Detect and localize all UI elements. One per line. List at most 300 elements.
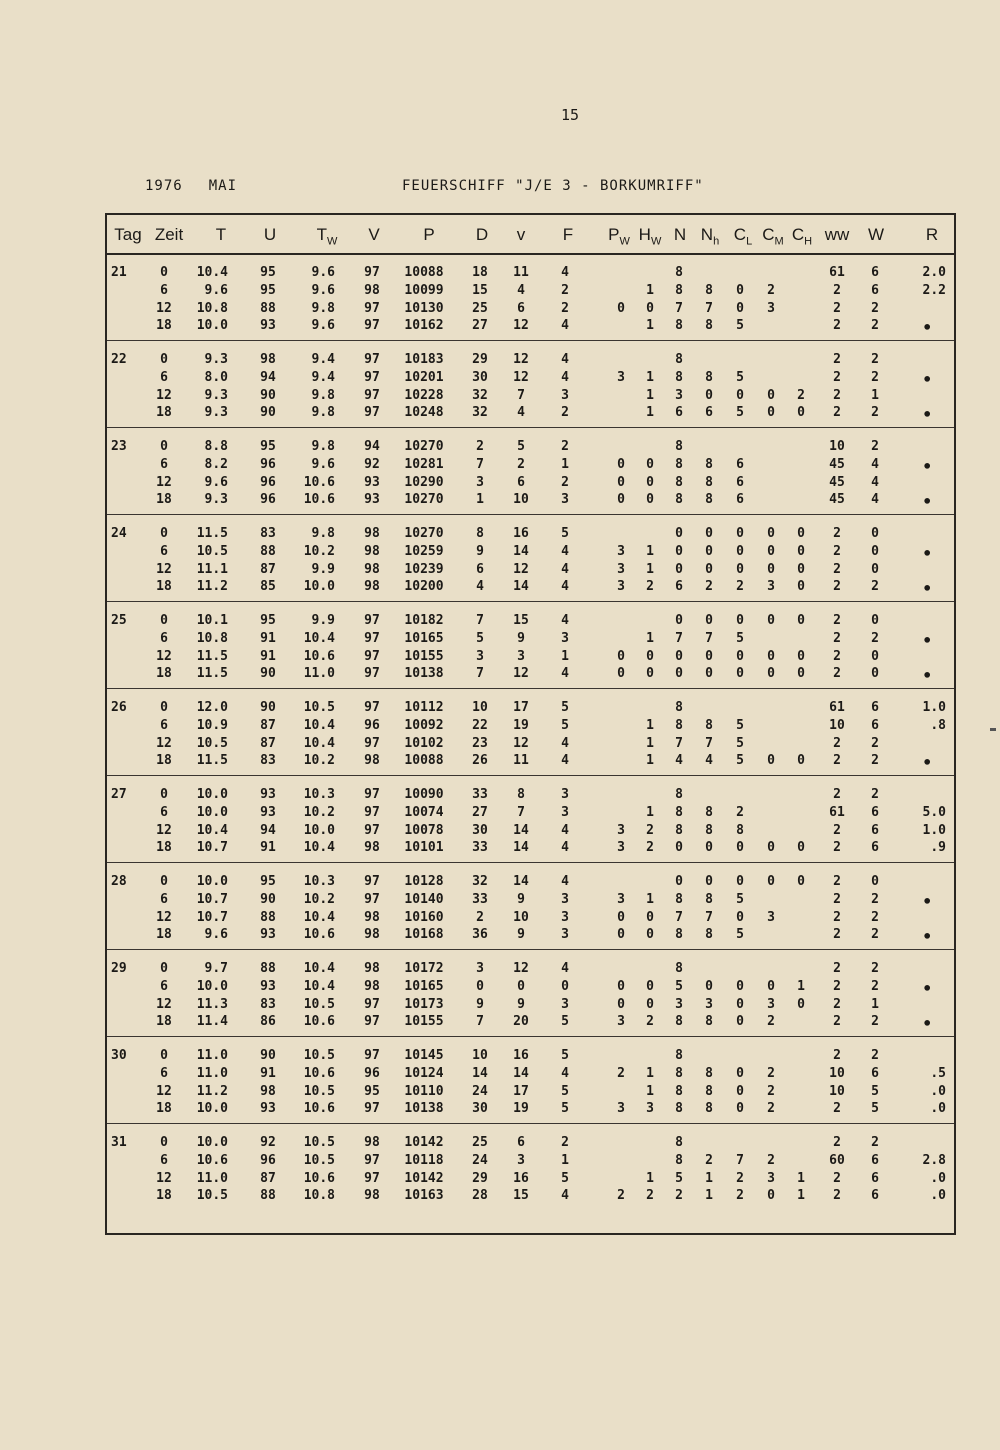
cell-ww: 60 — [829, 1152, 845, 1168]
cell-zeit: 6 — [160, 804, 168, 820]
cell-d: 14 — [472, 1065, 488, 1081]
cell-p: 10138 — [404, 666, 444, 682]
cell-ww: 2 — [833, 1014, 841, 1030]
cell-w: 2 — [871, 630, 879, 646]
cell-tw: 9.4 — [311, 352, 335, 367]
cell-w: 6 — [871, 700, 879, 715]
cell-n: 8 — [675, 318, 683, 334]
cell-ch: 0 — [797, 996, 805, 1012]
cell-cl: 0 — [736, 874, 744, 889]
cell-u: 88 — [260, 1188, 276, 1204]
column-header-nh — [701, 225, 719, 247]
cell-w: 2 — [871, 787, 879, 802]
cell-w: 2 — [871, 978, 879, 994]
cell-f: 2 — [561, 474, 569, 490]
cell-zeit: 18 — [156, 1014, 172, 1030]
column-header-label: v — [516, 225, 526, 244]
cell-d: 25 — [472, 1135, 488, 1150]
cell-w: 2 — [871, 579, 879, 595]
cell-w: 2 — [871, 927, 879, 943]
cell-r: • — [922, 891, 932, 911]
column-header-subscript: W — [327, 235, 338, 248]
cell-v: 4 — [517, 282, 525, 298]
column-header-label: T — [215, 225, 227, 244]
day-tag: 25 — [111, 613, 127, 628]
cell-u: 92 — [260, 1135, 276, 1150]
cell-ww: 2 — [833, 909, 841, 925]
cell-f: 4 — [561, 318, 569, 334]
cell-f: 3 — [561, 492, 569, 508]
cell-r: • — [922, 927, 932, 947]
cell-t: 10.5 — [196, 543, 228, 559]
cell-r: .9 — [930, 840, 946, 856]
cell-d: 33 — [472, 840, 488, 856]
cell-n: 0 — [675, 648, 683, 664]
cell-tw: 9.8 — [311, 526, 335, 541]
cell-ww: 2 — [833, 666, 841, 682]
cell-hw: 1 — [646, 387, 654, 403]
cell-hw: 3 — [646, 1101, 654, 1117]
cell-ww: 10 — [829, 717, 845, 733]
cell-t: 10.1 — [196, 613, 228, 628]
cell-zeit: 12 — [156, 387, 172, 403]
cell-vis: 98 — [364, 526, 380, 541]
column-header-cm — [762, 225, 783, 247]
cell-u: 88 — [260, 909, 276, 925]
cell-cl: 0 — [736, 300, 744, 316]
cell-zeit: 18 — [156, 666, 172, 682]
cell-r: .0 — [930, 1188, 946, 1204]
cell-tw: 9.8 — [311, 439, 335, 454]
header-month: MAI — [208, 178, 238, 194]
cell-hw: 2 — [646, 822, 654, 838]
cell-nh: 2 — [705, 579, 713, 595]
cell-n: 5 — [675, 1170, 683, 1186]
cell-cl: 5 — [736, 405, 744, 421]
cell-p: 10090 — [404, 787, 444, 802]
cell-p: 10101 — [404, 840, 444, 856]
cell-cl: 6 — [736, 492, 744, 508]
cell-f: 4 — [561, 666, 569, 682]
cell-ww: 2 — [833, 891, 841, 907]
cell-cm: 0 — [767, 1188, 775, 1204]
cell-t: 10.7 — [196, 909, 228, 925]
cell-hw: 2 — [646, 579, 654, 595]
column-header-p — [423, 225, 434, 245]
cell-d: 24 — [472, 1083, 488, 1099]
cell-r: .0 — [930, 1101, 946, 1117]
cell-nh: 6 — [705, 405, 713, 421]
cell-zeit: 18 — [156, 405, 172, 421]
table-row — [107, 370, 954, 388]
cell-zeit: 0 — [160, 352, 168, 367]
cell-cm: 3 — [767, 300, 775, 316]
column-header-subscript: H — [804, 235, 813, 248]
table-row — [107, 805, 954, 823]
cell-w: 2 — [871, 891, 879, 907]
cell-cm: 0 — [767, 874, 775, 889]
cell-f: 4 — [561, 1188, 569, 1204]
cell-vis: 97 — [364, 1152, 380, 1168]
cell-ww: 61 — [829, 804, 845, 820]
cell-f: 4 — [561, 840, 569, 856]
table-row — [107, 318, 954, 336]
cell-v: 12 — [513, 561, 529, 577]
cell-f: 1 — [561, 648, 569, 664]
cell-hw: 1 — [646, 1170, 654, 1186]
cell-zeit: 0 — [160, 1135, 168, 1150]
column-header-label: N — [673, 225, 687, 244]
cell-u: 95 — [260, 282, 276, 298]
cell-ch: 0 — [797, 579, 805, 595]
cell-d: 29 — [472, 1170, 488, 1186]
cell-d: 8 — [476, 526, 484, 541]
cell-pw: 3 — [617, 1101, 625, 1117]
cell-pw: 0 — [617, 666, 625, 682]
cell-u: 94 — [260, 822, 276, 838]
cell-d: 7 — [476, 456, 484, 472]
cell-v: 19 — [513, 717, 529, 733]
cell-n: 7 — [675, 909, 683, 925]
column-header-label: ww — [824, 225, 850, 244]
column-header-label: P — [423, 225, 435, 244]
cell-f: 5 — [561, 1083, 569, 1099]
table-row — [107, 1084, 954, 1102]
day-tag: 23 — [111, 439, 127, 454]
cell-zeit: 12 — [156, 561, 172, 577]
cell-zeit: 18 — [156, 840, 172, 856]
cell-tw: 10.8 — [303, 1188, 335, 1204]
table-row — [107, 265, 954, 283]
cell-r: • — [922, 1014, 932, 1034]
cell-d: 15 — [472, 282, 488, 298]
cell-cl: 8 — [736, 822, 744, 838]
cell-hw: 1 — [646, 405, 654, 421]
cell-w: 2 — [871, 300, 879, 316]
cell-p: 10092 — [404, 717, 444, 733]
cell-vis: 98 — [364, 927, 380, 943]
cell-d: 36 — [472, 927, 488, 943]
cell-n: 7 — [675, 300, 683, 316]
cell-d: 32 — [472, 387, 488, 403]
cell-u: 95 — [260, 874, 276, 889]
column-header-label: Zeit — [154, 225, 184, 244]
day-block — [107, 1123, 954, 1210]
cell-tw: 9.6 — [311, 456, 335, 472]
cell-nh: 0 — [705, 840, 713, 856]
column-header-label: C — [762, 225, 775, 244]
data-table — [105, 213, 956, 1235]
cell-u: 90 — [260, 405, 276, 421]
cell-cl: 0 — [736, 387, 744, 403]
cell-w: 4 — [871, 492, 879, 508]
cell-w: 6 — [871, 1152, 879, 1168]
column-header-label: V — [368, 225, 380, 244]
column-header-subscript: M — [774, 235, 784, 248]
table-row — [107, 910, 954, 928]
cell-hw: 0 — [646, 927, 654, 943]
cell-p: 10118 — [404, 1152, 444, 1168]
cell-w: 6 — [871, 840, 879, 856]
cell-w: 2 — [871, 961, 879, 976]
cell-d: 2 — [476, 909, 484, 925]
cell-w: 2 — [871, 439, 879, 454]
cell-r: 2.0 — [922, 265, 946, 280]
margin-mark — [990, 728, 996, 731]
cell-hw: 0 — [646, 492, 654, 508]
cell-t: 11.0 — [196, 1048, 228, 1063]
cell-v: 11 — [513, 265, 529, 280]
cell-n: 8 — [675, 1065, 683, 1081]
cell-d: 25 — [472, 300, 488, 316]
cell-ww: 2 — [833, 648, 841, 664]
cell-f: 4 — [561, 579, 569, 595]
cell-t: 10.0 — [196, 787, 228, 802]
cell-pw: 0 — [617, 978, 625, 994]
cell-f: 4 — [561, 735, 569, 751]
cell-tw: 10.6 — [303, 1170, 335, 1186]
table-row — [107, 492, 954, 510]
cell-vis: 98 — [364, 753, 380, 769]
table-row — [107, 526, 954, 544]
cell-n: 8 — [675, 700, 683, 715]
cell-cl: 0 — [736, 1014, 744, 1030]
cell-zeit: 12 — [156, 1083, 172, 1099]
column-header-subscript: L — [746, 235, 753, 248]
cell-t: 8.8 — [204, 439, 228, 454]
cell-f: 4 — [561, 613, 569, 628]
cell-v: 6 — [517, 300, 525, 316]
cell-cl: 2 — [736, 804, 744, 820]
cell-ww: 2 — [833, 561, 841, 577]
cell-ww: 10 — [829, 1083, 845, 1099]
cell-d: 3 — [476, 474, 484, 490]
cell-v: 16 — [513, 526, 529, 541]
cell-r: 5.0 — [922, 804, 946, 820]
cell-vis: 98 — [364, 1188, 380, 1204]
column-header-w — [868, 225, 884, 245]
table-row — [107, 579, 954, 597]
table-row — [107, 283, 954, 301]
table-row — [107, 562, 954, 580]
cell-d: 26 — [472, 753, 488, 769]
cell-cl: 0 — [736, 282, 744, 298]
cell-d: 3 — [476, 648, 484, 664]
cell-t: 11.1 — [196, 561, 228, 577]
cell-d: 30 — [472, 822, 488, 838]
cell-zeit: 18 — [156, 579, 172, 595]
cell-vis: 97 — [364, 1101, 380, 1117]
cell-nh: 0 — [705, 561, 713, 577]
cell-cl: 5 — [736, 369, 744, 385]
cell-ww: 2 — [833, 526, 841, 541]
cell-ww: 45 — [829, 492, 845, 508]
table-row — [107, 736, 954, 754]
column-header-ch — [792, 225, 812, 247]
cell-cm: 2 — [767, 282, 775, 298]
cell-nh: 8 — [705, 1065, 713, 1081]
cell-v: 6 — [517, 474, 525, 490]
column-header-t — [216, 225, 226, 245]
cell-vis: 98 — [364, 961, 380, 976]
cell-vis: 97 — [364, 891, 380, 907]
cell-v: 7 — [517, 387, 525, 403]
column-header-label: N — [700, 225, 714, 244]
cell-d: 18 — [472, 265, 488, 280]
cell-r: 1.0 — [922, 822, 946, 838]
cell-t: 9.3 — [204, 352, 228, 367]
cell-vis: 92 — [364, 456, 380, 472]
column-header-d — [476, 225, 488, 245]
cell-vis: 98 — [364, 978, 380, 994]
cell-nh: 8 — [705, 492, 713, 508]
cell-d: 9 — [476, 543, 484, 559]
cell-t: 11.5 — [196, 526, 228, 541]
cell-t: 11.4 — [196, 1014, 228, 1030]
cell-cl: 5 — [736, 735, 744, 751]
cell-p: 10165 — [404, 978, 444, 994]
cell-zeit: 6 — [160, 369, 168, 385]
cell-f: 4 — [561, 265, 569, 280]
cell-p: 10110 — [404, 1083, 444, 1099]
cell-d: 23 — [472, 735, 488, 751]
cell-cm: 0 — [767, 753, 775, 769]
cell-f: 4 — [561, 1065, 569, 1081]
cell-r: 2.8 — [922, 1152, 946, 1168]
table-row — [107, 840, 954, 858]
cell-t: 9.7 — [204, 961, 228, 976]
cell-d: 6 — [476, 561, 484, 577]
cell-w: 0 — [871, 613, 879, 628]
cell-r: .8 — [930, 717, 946, 733]
cell-tw: 10.2 — [303, 891, 335, 907]
cell-u: 85 — [260, 579, 276, 595]
cell-r: • — [922, 543, 932, 563]
cell-vis: 95 — [364, 1083, 380, 1099]
cell-ch: 1 — [797, 1170, 805, 1186]
cell-ch: 0 — [797, 405, 805, 421]
cell-p: 10270 — [404, 439, 444, 454]
cell-cm: 0 — [767, 840, 775, 856]
cell-p: 10172 — [404, 961, 444, 976]
table-row — [107, 1101, 954, 1119]
cell-pw: 0 — [617, 492, 625, 508]
cell-t: 11.3 — [196, 996, 228, 1012]
cell-v: 9 — [517, 891, 525, 907]
cell-v: 9 — [517, 630, 525, 646]
cell-zeit: 6 — [160, 717, 168, 733]
column-header-tag — [114, 225, 141, 245]
cell-n: 8 — [675, 282, 683, 298]
cell-u: 87 — [260, 717, 276, 733]
cell-p: 10155 — [404, 1014, 444, 1030]
cell-f: 5 — [561, 1101, 569, 1117]
cell-hw: 0 — [646, 666, 654, 682]
cell-t: 9.6 — [204, 927, 228, 943]
cell-d: 4 — [476, 579, 484, 595]
cell-u: 93 — [260, 804, 276, 820]
cell-nh: 0 — [705, 666, 713, 682]
cell-w: 2 — [871, 318, 879, 334]
cell-v: 16 — [513, 1170, 529, 1186]
table-row — [107, 997, 954, 1015]
cell-ch: 0 — [797, 874, 805, 889]
cell-p: 10142 — [404, 1170, 444, 1186]
cell-cm: 0 — [767, 543, 775, 559]
cell-n: 4 — [675, 753, 683, 769]
cell-d: 32 — [472, 405, 488, 421]
cell-pw: 3 — [617, 579, 625, 595]
header-year: 1976 — [145, 178, 183, 194]
cell-n: 8 — [675, 804, 683, 820]
cell-hw: 0 — [646, 978, 654, 994]
column-header-row — [107, 215, 954, 255]
cell-v: 17 — [513, 700, 529, 715]
cell-cm: 0 — [767, 526, 775, 541]
cell-v: 14 — [513, 822, 529, 838]
cell-ch: 0 — [797, 648, 805, 664]
cell-hw: 1 — [646, 282, 654, 298]
column-header-label: P — [608, 225, 620, 244]
cell-cl: 0 — [736, 648, 744, 664]
cell-nh: 8 — [705, 318, 713, 334]
cell-u: 96 — [260, 474, 276, 490]
cell-w: 2 — [871, 405, 879, 421]
day-tag: 28 — [111, 874, 127, 889]
cell-ww: 2 — [833, 753, 841, 769]
cell-p: 10138 — [404, 1101, 444, 1117]
cell-zeit: 18 — [156, 1188, 172, 1204]
cell-hw: 1 — [646, 753, 654, 769]
table-row — [107, 1153, 954, 1171]
cell-cm: 3 — [767, 579, 775, 595]
cell-p: 10228 — [404, 387, 444, 403]
column-header-v_vis — [368, 225, 379, 245]
cell-u: 98 — [260, 1083, 276, 1099]
cell-r: .0 — [930, 1083, 946, 1099]
cell-f: 3 — [561, 909, 569, 925]
cell-zeit: 6 — [160, 282, 168, 298]
cell-vis: 98 — [364, 561, 380, 577]
cell-v: 12 — [513, 666, 529, 682]
day-block — [107, 775, 954, 863]
cell-cl: 0 — [736, 666, 744, 682]
column-header-f — [563, 225, 573, 245]
cell-ww: 2 — [833, 1135, 841, 1150]
cell-n: 6 — [675, 405, 683, 421]
cell-w: 2 — [871, 352, 879, 367]
cell-w: 6 — [871, 1188, 879, 1204]
cell-vis: 97 — [364, 735, 380, 751]
cell-tw: 9.9 — [311, 613, 335, 628]
cell-nh: 8 — [705, 474, 713, 490]
cell-zeit: 0 — [160, 874, 168, 889]
cell-vis: 97 — [364, 996, 380, 1012]
cell-hw: 1 — [646, 1083, 654, 1099]
cell-n: 3 — [675, 387, 683, 403]
cell-t: 9.6 — [204, 282, 228, 298]
cell-d: 24 — [472, 1152, 488, 1168]
cell-w: 2 — [871, 1014, 879, 1030]
cell-u: 88 — [260, 543, 276, 559]
table-row — [107, 753, 954, 771]
cell-t: 9.6 — [204, 474, 228, 490]
cell-n: 7 — [675, 735, 683, 751]
cell-v: 9 — [517, 996, 525, 1012]
cell-r: • — [922, 666, 932, 686]
cell-w: 1 — [871, 996, 879, 1012]
cell-tw: 9.8 — [311, 387, 335, 403]
